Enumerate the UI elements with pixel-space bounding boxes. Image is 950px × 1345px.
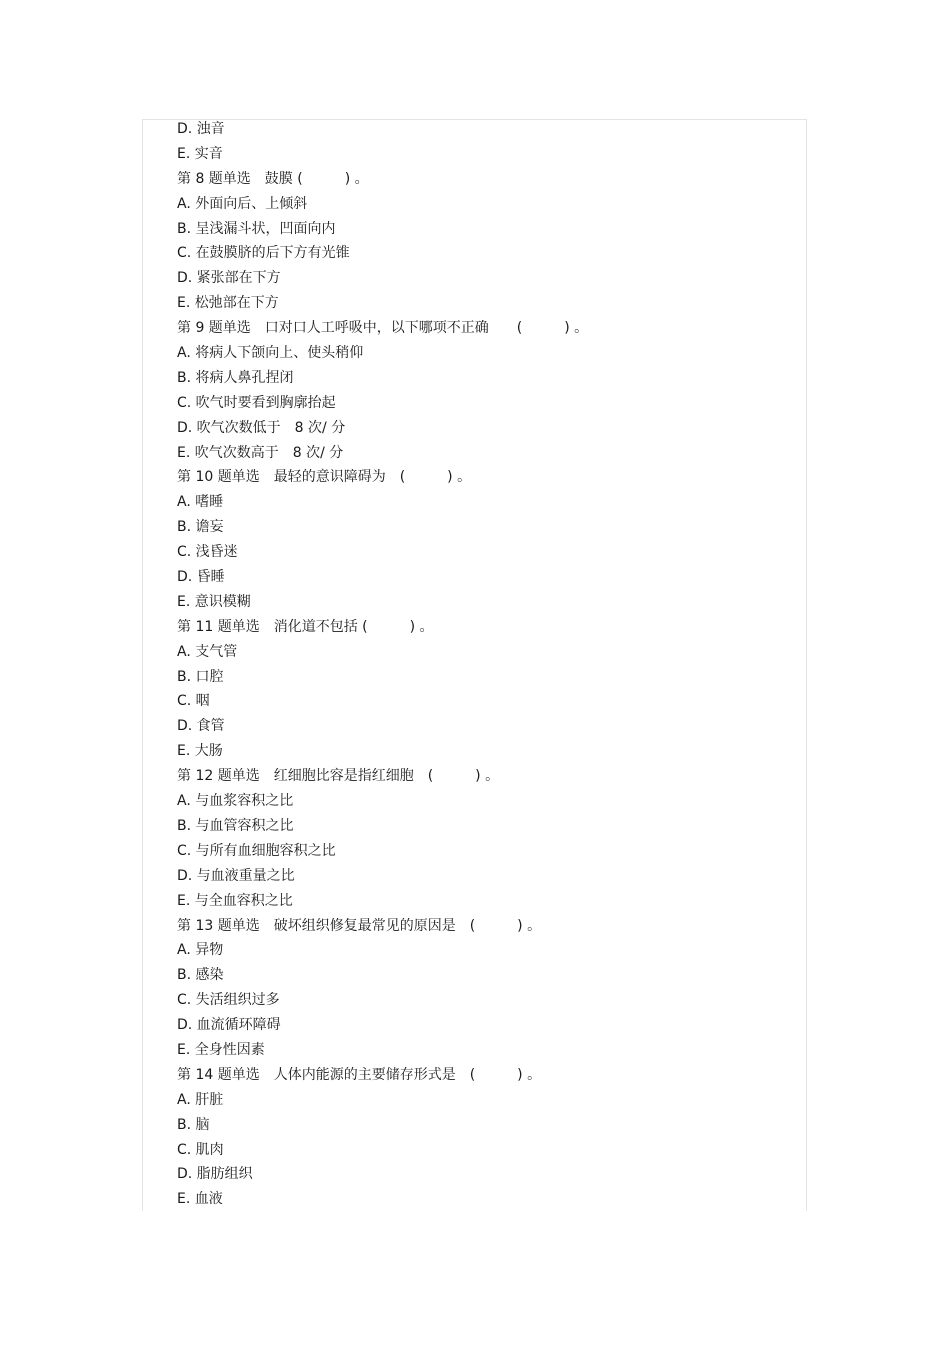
option-c: C. 浅昏迷 [177, 544, 238, 561]
option-d: D. 吹气次数低于 8 次/ 分 [177, 419, 346, 436]
option-c: C. 在鼓膜脐的后下方有光锥 [177, 245, 350, 262]
option-b: B. 将病人鼻孔捏闭 [177, 369, 294, 386]
option-b: B. 与血管容积之比 [177, 817, 294, 834]
option-c: C. 咽 [177, 693, 210, 710]
option-b: B. 感染 [177, 967, 224, 984]
option-b: B. 呈浅漏斗状，凹面向内 [177, 220, 336, 237]
option-b: B. 口腔 [177, 668, 224, 685]
question-14: 第 14 题单选 人体内能源的主要储存形式是 ( ) 。 [177, 1066, 542, 1083]
question-11: 第 11 题单选 消化道不包括 ( ) 。 [177, 618, 434, 635]
question-9: 第 9 题单选 口对口人工呼吸中，以下哪项不正确 ( ) 。 [177, 320, 589, 337]
option-a: A. 与血浆容积之比 [177, 793, 294, 810]
option-d: D. 脂肪组织 [177, 1166, 253, 1183]
option-c: C. 失活组织过多 [177, 992, 280, 1009]
option-d: D. 血流循环障碍 [177, 1017, 281, 1034]
option-d: D. 昏睡 [177, 569, 225, 586]
question-12: 第 12 题单选 红细胞比容是指红细胞 ( ) 。 [177, 768, 500, 785]
option-b: B. 脑 [177, 1116, 210, 1133]
option-a: A. 嗜睡 [177, 494, 224, 511]
option-d: D. 紧张部在下方 [177, 270, 281, 287]
option-e: E. 吹气次数高于 8 次/ 分 [177, 444, 344, 461]
option-e: E. 大肠 [177, 743, 223, 760]
option-d: D. 与血液重量之比 [177, 867, 295, 884]
option-e: E. 全身性因素 [177, 1041, 265, 1058]
option-d: D. 浊音 [177, 121, 225, 137]
option-a: A. 异物 [177, 942, 224, 959]
option-e: E. 松弛部在下方 [177, 295, 279, 312]
option-e: E. 与全血容积之比 [177, 892, 293, 909]
option-c: C. 吹气时要看到胸廓抬起 [177, 394, 336, 411]
option-e: E. 实音 [177, 145, 223, 162]
question-8: 第 8 题单选 鼓膜 ( ) 。 [177, 170, 369, 187]
option-a: A. 将病人下颌向上、使头稍仰 [177, 345, 364, 362]
option-e: E. 血液 [177, 1191, 223, 1208]
question-13: 第 13 题单选 破坏组织修复最常见的原因是 ( ) 。 [177, 917, 542, 934]
option-b: B. 谵妄 [177, 519, 224, 536]
question-10: 第 10 题单选 最轻的意识障碍为 ( ) 。 [177, 469, 472, 486]
option-a: A. 支气管 [177, 643, 238, 660]
option-c: C. 与所有血细胞容积之比 [177, 842, 336, 859]
option-a: A. 肝脏 [177, 1091, 224, 1108]
question-content [177, 117, 797, 1212]
option-e: E. 意识模糊 [177, 593, 251, 610]
option-d: D. 食管 [177, 718, 225, 735]
option-a: A. 外面向后、上倾斜 [177, 195, 308, 212]
option-c: C. 肌肉 [177, 1141, 224, 1158]
